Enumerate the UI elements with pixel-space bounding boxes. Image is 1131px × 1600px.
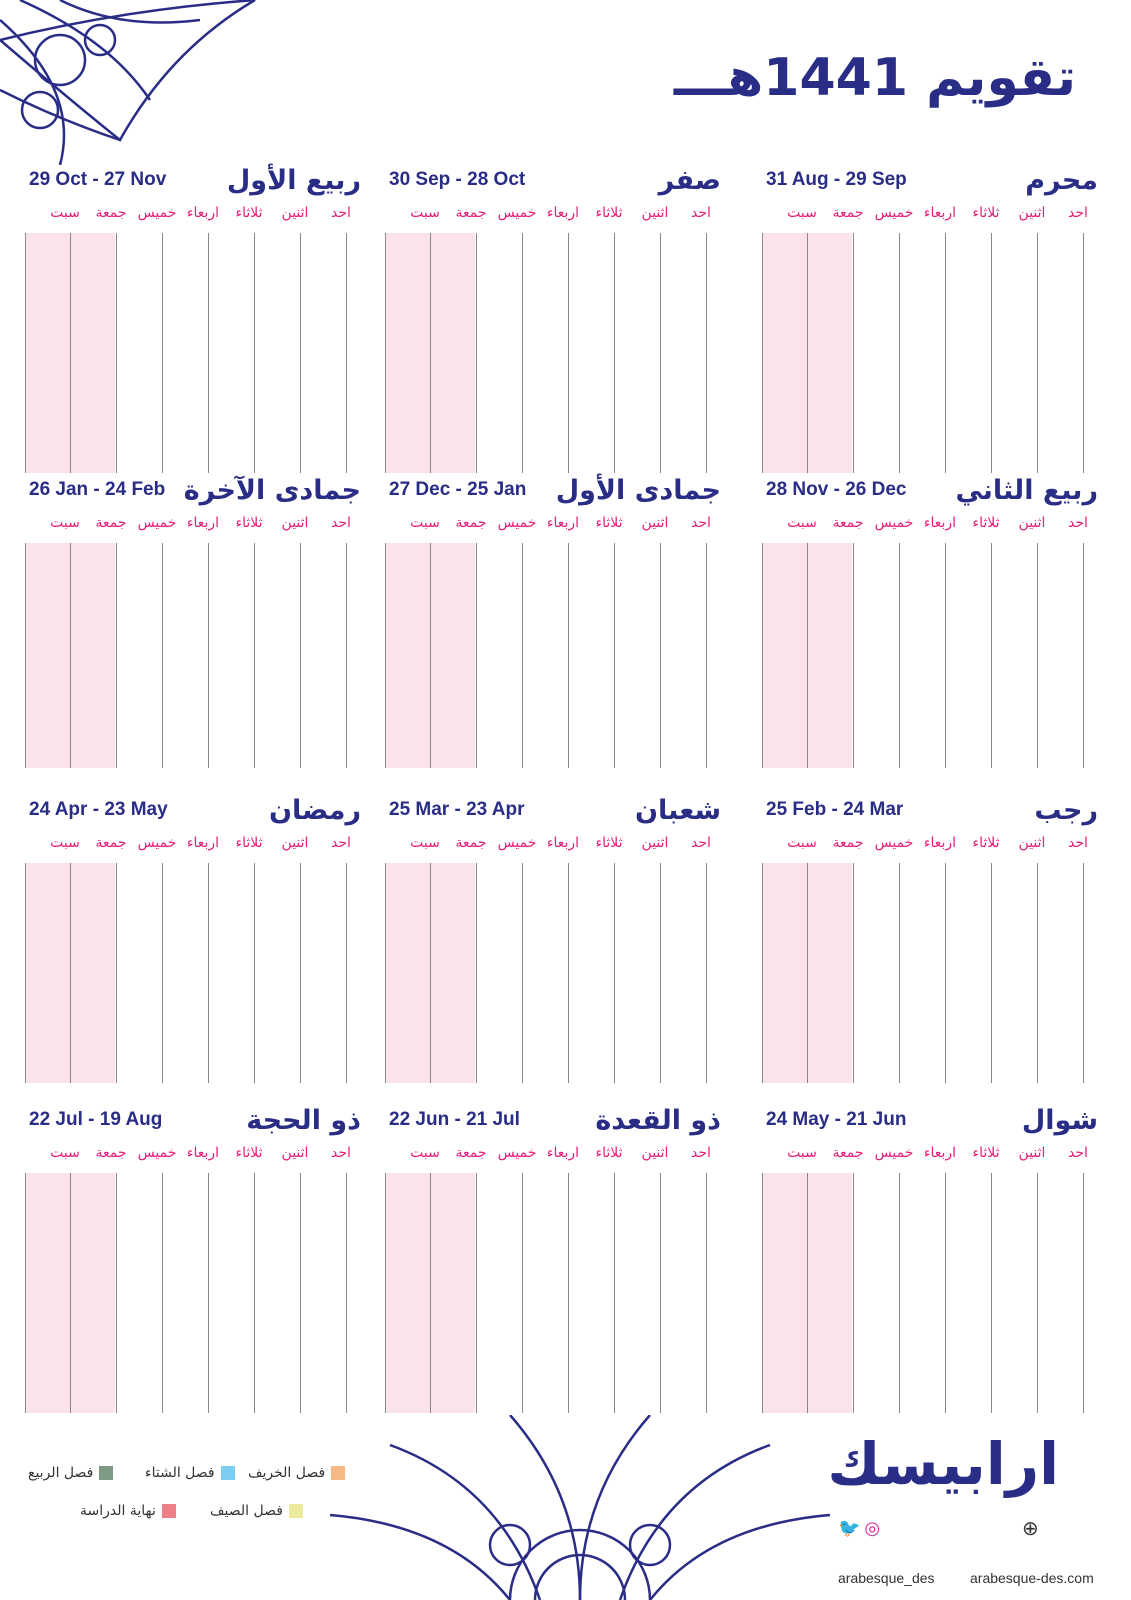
column-divider xyxy=(807,233,808,473)
column-divider xyxy=(1083,233,1084,473)
legend-school-end xyxy=(80,1503,176,1519)
column-divider xyxy=(807,543,808,768)
weekday-header xyxy=(25,515,365,535)
month-grid xyxy=(762,543,1102,768)
column-divider xyxy=(385,543,386,768)
month-name: ربيع الثاني xyxy=(955,475,1098,506)
month-name: شعبان xyxy=(635,795,721,826)
weekday-label: خميس xyxy=(497,1145,537,1161)
weekday-label: احد xyxy=(331,205,351,221)
weekday-label: خميس xyxy=(137,205,177,221)
weekday-label: اربعاء xyxy=(186,515,220,531)
column-divider xyxy=(430,1173,431,1413)
column-divider xyxy=(762,233,763,473)
month-gregorian-range: 25 Mar - 23 Apr xyxy=(389,799,525,820)
weekday-label: احد xyxy=(691,835,711,851)
month-3 xyxy=(25,165,365,221)
month-7 xyxy=(762,795,1102,851)
legend-autumn xyxy=(248,1465,345,1481)
column-divider xyxy=(25,1173,26,1413)
column-divider xyxy=(208,1173,209,1413)
column-divider xyxy=(300,543,301,768)
column-divider xyxy=(660,233,661,473)
weekday-label: اثنين xyxy=(1018,515,1046,531)
weekday-label: اربعاء xyxy=(923,1145,957,1161)
weekday-label: خميس xyxy=(137,1145,177,1161)
column-divider xyxy=(945,1173,946,1413)
column-divider xyxy=(254,1173,255,1413)
winter-swatch xyxy=(221,1466,235,1480)
month-grid xyxy=(762,863,1102,1083)
column-divider xyxy=(1083,1173,1084,1413)
weekday-label: سبت xyxy=(410,1145,440,1161)
legend-label: نهاية الدراسة xyxy=(80,1503,156,1519)
instagram-icon: ◎ xyxy=(864,1518,881,1538)
column-divider xyxy=(385,233,386,473)
weekday-label: ثلاثاء xyxy=(235,1145,263,1161)
column-divider xyxy=(116,543,117,768)
column-divider xyxy=(162,233,163,473)
column-divider xyxy=(476,1173,477,1413)
weekday-label: ثلاثاء xyxy=(235,515,263,531)
column-divider xyxy=(300,1173,301,1413)
month-name: رمضان xyxy=(268,795,361,826)
column-divider xyxy=(991,863,992,1083)
month-4 xyxy=(762,475,1102,531)
legend-label: فصل الشتاء xyxy=(145,1465,215,1481)
weekday-label: اربعاء xyxy=(546,515,580,531)
column-divider xyxy=(660,1173,661,1413)
weekday-label: اربعاء xyxy=(546,835,580,851)
column-divider xyxy=(70,1173,71,1413)
month-gregorian-range: 26 Jan - 24 Feb xyxy=(29,479,166,500)
column-divider xyxy=(614,543,615,768)
column-divider xyxy=(430,863,431,1083)
column-divider xyxy=(346,543,347,768)
weekday-label: سبت xyxy=(50,835,80,851)
weekday-label: خميس xyxy=(137,515,177,531)
month-grid xyxy=(25,863,365,1083)
column-divider xyxy=(1037,863,1038,1083)
weekday-label: اربعاء xyxy=(186,205,220,221)
column-divider xyxy=(346,233,347,473)
column-divider xyxy=(522,863,523,1083)
month-name: رجب xyxy=(1034,795,1098,826)
autumn-swatch xyxy=(331,1466,345,1480)
summer-swatch xyxy=(289,1504,303,1518)
weekday-header xyxy=(25,835,365,855)
column-divider xyxy=(25,543,26,768)
weekday-label: ثلاثاء xyxy=(972,515,1000,531)
weekday-label: سبت xyxy=(50,515,80,531)
weekday-label: ثلاثاء xyxy=(235,835,263,851)
column-divider xyxy=(116,1173,117,1413)
column-divider xyxy=(614,1173,615,1413)
weekday-label: اربعاء xyxy=(923,515,957,531)
column-divider xyxy=(70,543,71,768)
weekday-label: ثلاثاء xyxy=(595,515,623,531)
weekday-label: جمعة xyxy=(455,835,487,851)
month-grid xyxy=(385,1173,725,1413)
month-grid xyxy=(25,1173,365,1413)
month-9 xyxy=(25,795,365,851)
social-handle[interactable]: arabesque_des xyxy=(838,1570,935,1586)
column-divider xyxy=(300,233,301,473)
weekday-label: اثنين xyxy=(1018,835,1046,851)
month-name: ذو الحجة xyxy=(246,1105,361,1136)
weekday-label: سبت xyxy=(787,835,817,851)
website-link[interactable]: arabesque-des.com xyxy=(970,1570,1094,1586)
month-1 xyxy=(762,165,1102,221)
column-divider xyxy=(568,543,569,768)
weekday-label: اربعاء xyxy=(923,835,957,851)
column-divider xyxy=(1083,543,1084,768)
weekday-label: جمعة xyxy=(95,1145,127,1161)
weekday-label: احد xyxy=(331,1145,351,1161)
month-gregorian-range: 22 Jul - 19 Aug xyxy=(29,1109,163,1130)
weekday-label: احد xyxy=(691,515,711,531)
column-divider xyxy=(300,863,301,1083)
month-name: شوال xyxy=(1021,1105,1098,1136)
weekday-label: اربعاء xyxy=(186,835,220,851)
column-divider xyxy=(991,543,992,768)
weekday-label: ثلاثاء xyxy=(595,835,623,851)
weekday-header xyxy=(762,205,1102,225)
month-gregorian-range: 27 Dec - 25 Jan xyxy=(389,479,527,500)
month-name: جمادى الآخرة xyxy=(183,475,361,506)
month-11 xyxy=(385,1105,725,1161)
column-divider xyxy=(385,1173,386,1413)
weekday-label: خميس xyxy=(874,515,914,531)
month-gregorian-range: 22 Jun - 21 Jul xyxy=(389,1109,520,1130)
weekday-label: جمعة xyxy=(455,205,487,221)
column-divider xyxy=(807,863,808,1083)
weekday-label: احد xyxy=(691,205,711,221)
weekday-label: ثلاثاء xyxy=(595,205,623,221)
weekday-label: اربعاء xyxy=(923,205,957,221)
column-divider xyxy=(706,233,707,473)
column-divider xyxy=(899,1173,900,1413)
weekday-label: سبت xyxy=(50,1145,80,1161)
legend-label: فصل الصيف xyxy=(210,1503,283,1519)
month-10 xyxy=(762,1105,1102,1161)
month-grid xyxy=(385,543,725,768)
month-6 xyxy=(25,475,365,531)
month-grid xyxy=(762,1173,1102,1413)
column-divider xyxy=(762,543,763,768)
weekday-label: خميس xyxy=(497,515,537,531)
legend-summer xyxy=(210,1503,303,1519)
weekday-label: اثنين xyxy=(281,1145,309,1161)
weekday-label: ثلاثاء xyxy=(972,205,1000,221)
weekday-label: اثنين xyxy=(1018,205,1046,221)
weekday-label: خميس xyxy=(137,835,177,851)
weekday-label: سبت xyxy=(787,205,817,221)
weekday-label: جمعة xyxy=(832,1145,864,1161)
month-gregorian-range: 24 Apr - 23 May xyxy=(29,799,168,820)
weekday-label: اثنين xyxy=(641,205,669,221)
weekday-header xyxy=(25,1145,365,1165)
column-divider xyxy=(254,543,255,768)
column-divider xyxy=(476,233,477,473)
column-divider xyxy=(522,233,523,473)
weekday-header xyxy=(385,835,725,855)
column-divider xyxy=(706,1173,707,1413)
legend-winter xyxy=(145,1465,235,1481)
month-12 xyxy=(25,1105,365,1161)
legend-label: فصل الربيع xyxy=(28,1465,94,1481)
weekday-header xyxy=(385,515,725,535)
column-divider xyxy=(568,233,569,473)
column-divider xyxy=(1037,543,1038,768)
mandala-ornament-bottom xyxy=(330,1415,830,1600)
legend-spring xyxy=(28,1465,113,1481)
column-divider xyxy=(208,863,209,1083)
column-divider xyxy=(853,233,854,473)
month-grid xyxy=(762,233,1102,473)
month-8 xyxy=(385,795,725,851)
month-name: محرم xyxy=(1025,165,1098,196)
weekday-header xyxy=(762,1145,1102,1165)
mandala-ornament-top xyxy=(0,0,260,165)
page-title: تقويم 1441هـــ xyxy=(673,48,1076,108)
column-divider xyxy=(430,233,431,473)
column-divider xyxy=(899,543,900,768)
column-divider xyxy=(25,233,26,473)
weekday-label: اثنين xyxy=(281,515,309,531)
month-grid xyxy=(385,233,725,473)
weekday-label: خميس xyxy=(497,835,537,851)
weekday-header xyxy=(385,1145,725,1165)
weekday-label: سبت xyxy=(787,1145,817,1161)
month-gregorian-range: 25 Feb - 24 Mar xyxy=(766,799,904,820)
column-divider xyxy=(899,233,900,473)
column-divider xyxy=(706,863,707,1083)
globe-icon: ⊕ xyxy=(1022,1518,1039,1540)
column-divider xyxy=(116,233,117,473)
column-divider xyxy=(254,863,255,1083)
weekday-label: سبت xyxy=(50,205,80,221)
column-divider xyxy=(568,863,569,1083)
month-gregorian-range: 29 Oct - 27 Nov xyxy=(29,169,167,190)
month-gregorian-range: 28 Nov - 26 Dec xyxy=(766,479,907,500)
brand-logo: ارابيسك xyxy=(827,1430,1059,1498)
month-grid xyxy=(385,863,725,1083)
weekday-label: اثنين xyxy=(641,515,669,531)
weekday-label: ثلاثاء xyxy=(235,205,263,221)
column-divider xyxy=(853,863,854,1083)
column-divider xyxy=(1083,863,1084,1083)
weekday-label: جمعة xyxy=(95,835,127,851)
weekday-label: اثنين xyxy=(641,835,669,851)
weekday-label: جمعة xyxy=(95,205,127,221)
weekday-label: اربعاء xyxy=(546,205,580,221)
weekday-header xyxy=(25,205,365,225)
column-divider xyxy=(346,863,347,1083)
column-divider xyxy=(945,543,946,768)
column-divider xyxy=(346,1173,347,1413)
column-divider xyxy=(660,863,661,1083)
weekday-label: احد xyxy=(331,835,351,851)
column-divider xyxy=(25,863,26,1083)
weekday-label: جمعة xyxy=(832,515,864,531)
column-divider xyxy=(385,863,386,1083)
month-name: ربيع الأول xyxy=(226,165,361,196)
weekday-label: احد xyxy=(331,515,351,531)
column-divider xyxy=(522,543,523,768)
column-divider xyxy=(522,1173,523,1413)
column-divider xyxy=(70,863,71,1083)
weekday-label: جمعة xyxy=(832,205,864,221)
weekday-label: سبت xyxy=(410,205,440,221)
month-name: جمادى الأول xyxy=(555,475,721,506)
column-divider xyxy=(70,233,71,473)
weekday-label: جمعة xyxy=(832,835,864,851)
column-divider xyxy=(853,1173,854,1413)
month-grid xyxy=(25,543,365,768)
column-divider xyxy=(568,1173,569,1413)
weekday-label: سبت xyxy=(787,515,817,531)
column-divider xyxy=(945,233,946,473)
weekday-label: اربعاء xyxy=(546,1145,580,1161)
month-gregorian-range: 30 Sep - 28 Oct xyxy=(389,169,526,190)
weekday-label: احد xyxy=(1068,205,1088,221)
column-divider xyxy=(1037,1173,1038,1413)
column-divider xyxy=(476,543,477,768)
column-divider xyxy=(660,543,661,768)
column-divider xyxy=(208,543,209,768)
column-divider xyxy=(116,863,117,1083)
column-divider xyxy=(430,543,431,768)
weekday-label: ثلاثاء xyxy=(972,835,1000,851)
column-divider xyxy=(614,233,615,473)
weekday-label: جمعة xyxy=(95,515,127,531)
month-gregorian-range: 31 Aug - 29 Sep xyxy=(766,169,907,190)
legend-label: فصل الخريف xyxy=(248,1465,326,1481)
column-divider xyxy=(807,1173,808,1413)
month-name: صفر xyxy=(658,165,721,196)
column-divider xyxy=(162,863,163,1083)
weekday-label: سبت xyxy=(410,835,440,851)
month-2 xyxy=(385,165,725,221)
column-divider xyxy=(614,863,615,1083)
weekday-label: اثنين xyxy=(641,1145,669,1161)
weekday-label: سبت xyxy=(410,515,440,531)
weekday-label: خميس xyxy=(874,205,914,221)
column-divider xyxy=(162,1173,163,1413)
column-divider xyxy=(991,233,992,473)
column-divider xyxy=(162,543,163,768)
weekday-header xyxy=(385,205,725,225)
weekday-label: خميس xyxy=(874,1145,914,1161)
month-gregorian-range: 24 May - 21 Jun xyxy=(766,1109,907,1130)
weekday-label: اثنين xyxy=(281,835,309,851)
weekday-label: جمعة xyxy=(455,515,487,531)
weekday-label: احد xyxy=(691,1145,711,1161)
weekday-label: احد xyxy=(1068,515,1088,531)
column-divider xyxy=(762,1173,763,1413)
column-divider xyxy=(991,1173,992,1413)
month-grid xyxy=(25,233,365,473)
column-divider xyxy=(254,233,255,473)
month-5 xyxy=(385,475,725,531)
weekday-label: اثنين xyxy=(281,205,309,221)
column-divider xyxy=(476,863,477,1083)
weekday-label: ثلاثاء xyxy=(595,1145,623,1161)
weekday-label: جمعة xyxy=(455,1145,487,1161)
weekday-header xyxy=(762,515,1102,535)
column-divider xyxy=(899,863,900,1083)
weekday-label: خميس xyxy=(497,205,537,221)
column-divider xyxy=(1037,233,1038,473)
weekday-label: خميس xyxy=(874,835,914,851)
spring-swatch xyxy=(99,1466,113,1480)
weekday-label: اثنين xyxy=(1018,1145,1046,1161)
weekday-header xyxy=(762,835,1102,855)
column-divider xyxy=(945,863,946,1083)
column-divider xyxy=(853,543,854,768)
school-end-swatch xyxy=(162,1504,176,1518)
month-name: ذو القعدة xyxy=(595,1105,721,1136)
weekday-label: ثلاثاء xyxy=(972,1145,1000,1161)
column-divider xyxy=(762,863,763,1083)
twitter-instagram[interactable] xyxy=(838,1518,880,1539)
column-divider xyxy=(706,543,707,768)
weekday-label: احد xyxy=(1068,1145,1088,1161)
weekday-label: اربعاء xyxy=(186,1145,220,1161)
weekday-label: احد xyxy=(1068,835,1088,851)
twitter-icon: 🐦 xyxy=(838,1518,861,1538)
column-divider xyxy=(208,233,209,473)
